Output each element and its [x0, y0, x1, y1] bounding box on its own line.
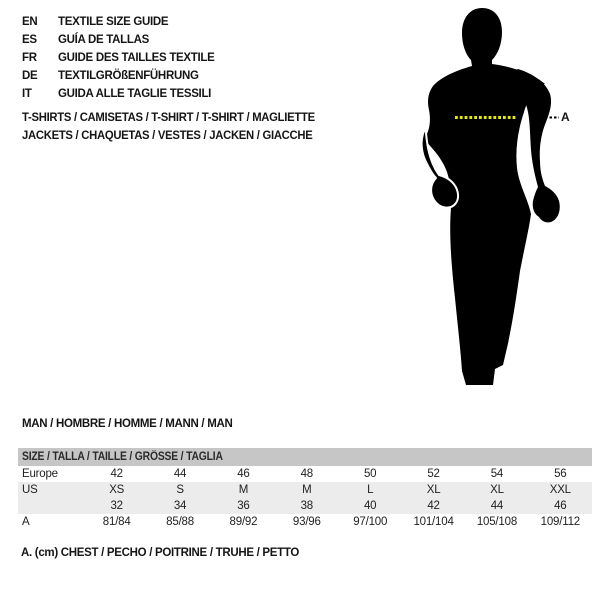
size-cell: 44	[173, 468, 187, 480]
language-row-en	[22, 13, 215, 31]
size-cell: 42	[427, 500, 440, 512]
size-table	[18, 448, 592, 530]
language-code: DE	[22, 70, 38, 82]
size-cell: 44	[490, 500, 504, 512]
size-cell: S	[176, 484, 184, 496]
language-code: IT	[22, 88, 32, 100]
section-title: MAN / HOMBRE / HOMME / MANN / MAN	[22, 418, 233, 430]
size-cell: 109/112	[540, 516, 580, 528]
row-label: US	[22, 484, 38, 496]
language-row-it	[22, 85, 215, 103]
category-lines	[22, 108, 315, 144]
size-cell: 34	[173, 500, 187, 512]
row-label: Europe	[22, 468, 58, 480]
table-row-chest	[18, 514, 592, 530]
size-cell: 56	[554, 468, 567, 480]
row-label: A	[22, 516, 30, 528]
size-cell: 50	[363, 468, 377, 480]
size-cell: 97/100	[353, 516, 388, 528]
size-cell: 85/88	[166, 516, 194, 528]
man-silhouette	[415, 5, 570, 390]
language-title: GUIDA ALLE TAGLIE TESSILI	[58, 88, 212, 100]
size-cell: XXL	[549, 484, 571, 496]
size-cell: 93/96	[292, 516, 321, 528]
row-label	[18, 498, 85, 514]
language-row-fr	[22, 49, 215, 67]
category-line-jackets: JACKETS / CHAQUETAS / VESTES / JACKEN / GIACCHE	[22, 128, 313, 142]
language-title: TEXTILE SIZE GUIDE	[58, 16, 169, 28]
size-table-header-text: SIZE / TALLA / TAILLE / GRÖSSE / TAGLIA	[22, 451, 223, 463]
size-cell: XL	[426, 484, 441, 496]
language-row-es	[22, 31, 215, 49]
size-cell: XL	[490, 484, 504, 496]
size-cell: 38	[300, 500, 314, 512]
language-list	[22, 13, 215, 103]
table-row-europe	[18, 466, 592, 482]
size-cell: 48	[300, 468, 314, 480]
size-cell: 32	[110, 500, 123, 512]
table-row-us	[18, 482, 592, 498]
size-cell: 52	[427, 468, 440, 480]
size-cell: 36	[237, 500, 250, 512]
language-code: ES	[22, 34, 37, 46]
language-title: TEXTILGRÖßENFÜHRUNG	[58, 70, 199, 82]
category-line-tshirts: T-SHIRTS / CAMISETAS / T-SHIRT / T-SHIRT / MAGLIETTE	[22, 110, 315, 124]
size-cell: M	[238, 484, 249, 496]
language-code: FR	[22, 52, 37, 64]
size-cell: 105/108	[476, 516, 518, 528]
language-code: EN	[22, 16, 38, 28]
size-cell: 46	[554, 500, 567, 512]
size-cell: L	[367, 484, 374, 496]
size-table-header	[18, 448, 592, 466]
size-cell: 81/84	[102, 516, 131, 528]
size-cell: 46	[237, 468, 250, 480]
size-cell: 42	[110, 468, 123, 480]
size-cell: 89/92	[229, 516, 258, 528]
language-title: GUIDE DES TAILLES TEXTILE	[58, 52, 215, 64]
size-cell: XS	[109, 484, 125, 496]
size-cell: M	[302, 484, 312, 496]
size-cell: 40	[363, 500, 377, 512]
measure-label-a: A	[561, 110, 570, 124]
size-cell: 54	[490, 468, 504, 480]
size-cell: 101/104	[413, 516, 454, 528]
footnote: A. (cm) CHEST / PECHO / POITRINE / TRUHE / PETTO	[21, 547, 300, 559]
table-row-numeric	[18, 498, 592, 514]
language-title: GUÍA DE TALLAS	[58, 34, 149, 46]
language-row-de	[22, 67, 215, 85]
